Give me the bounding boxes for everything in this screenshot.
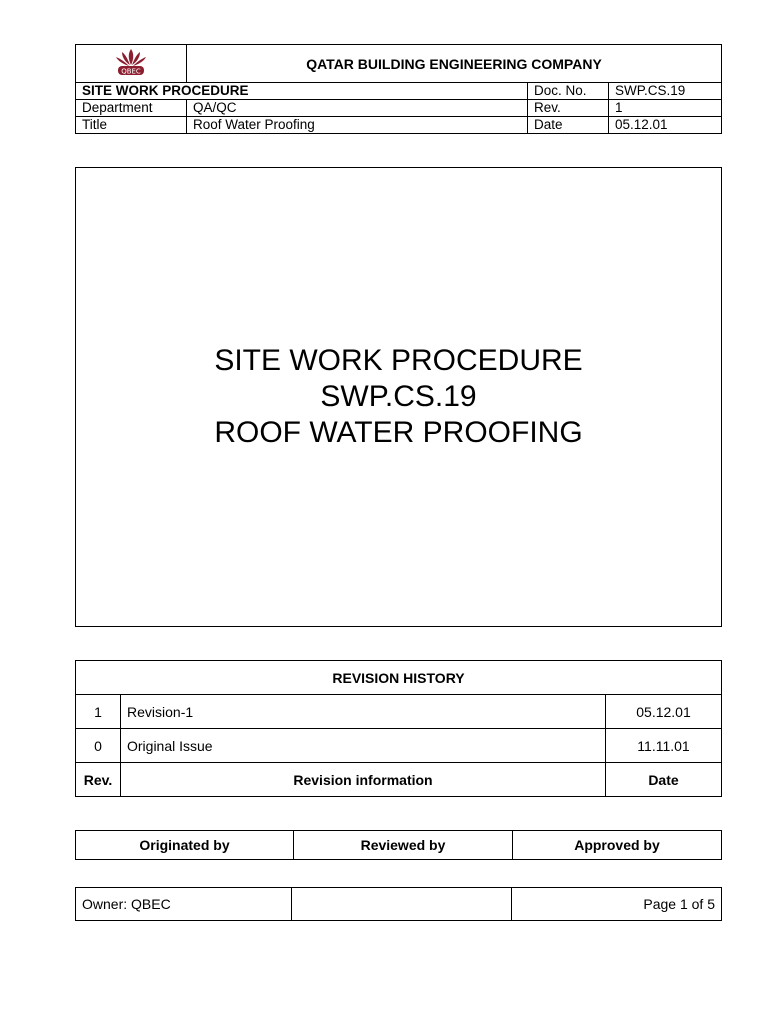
title-label: Title [76,117,187,134]
table-row [76,695,722,729]
table-row [76,729,722,763]
document-header [75,44,722,134]
title-line-2: SWP.CS.19 [320,380,477,413]
revision-rev: 0 [76,729,121,763]
approved-by: Approved by [513,831,722,860]
revision-history-table [75,660,722,797]
doc-no-label: Doc. No. [528,83,609,100]
company-name: QATAR BUILDING ENGINEERING COMPANY [187,45,722,83]
revision-info: Original Issue [121,729,606,763]
department-label: Department [76,100,187,117]
reviewed-by: Reviewed by [294,831,513,860]
logo-text: QBEC [121,67,141,76]
footer-middle [292,888,512,921]
title-box [75,167,722,627]
revision-info: Revision-1 [121,695,606,729]
date-value: 05.12.01 [609,117,722,134]
company-logo [111,45,151,79]
rev-value: 1 [609,100,722,117]
column-header-rev: Rev. [76,763,121,797]
column-header-date: Date [606,763,722,797]
page-number: Page 1 of 5 [512,888,722,921]
revision-date: 05.12.01 [606,695,722,729]
revision-rev: 1 [76,695,121,729]
rev-label: Rev. [528,100,609,117]
revision-history-heading: REVISION HISTORY [76,661,722,695]
doc-no-value: SWP.CS.19 [609,83,722,100]
department-value: QA/QC [187,100,528,117]
company-logo-cell [76,45,187,83]
footer-table [75,887,722,921]
date-label: Date [528,117,609,134]
title-value: Roof Water Proofing [187,117,528,134]
owner: Owner: QBEC [76,888,292,921]
originated-by: Originated by [76,831,294,860]
title-line-3: ROOF WATER PROOFING [214,416,583,449]
revision-date: 11.11.01 [606,729,722,763]
revision-column-headers [76,763,722,797]
procedure-label: SITE WORK PROCEDURE [76,83,528,100]
column-header-info: Revision information [121,763,606,797]
title-line-1: SITE WORK PROCEDURE [214,344,583,377]
signature-table [75,830,722,860]
